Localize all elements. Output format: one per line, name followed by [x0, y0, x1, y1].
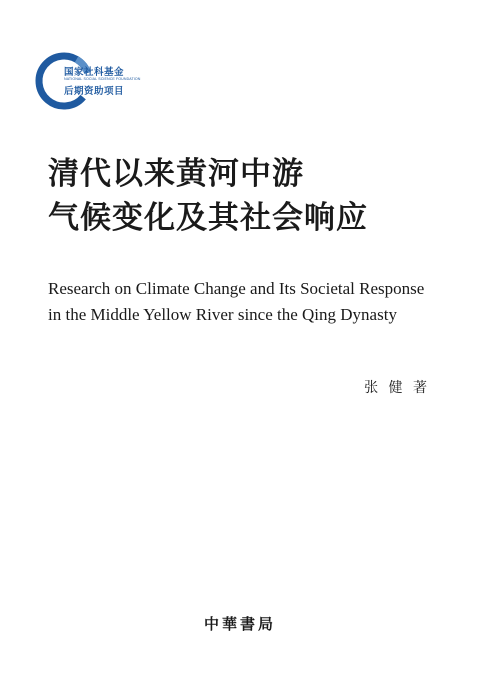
publisher: 中華書局: [203, 615, 276, 633]
chinese-title: [48, 152, 368, 240]
chinese-title-line2: 气候变化及其社会响应: [48, 200, 368, 236]
chinese-title-line1: 清代以来黄河中游: [48, 156, 304, 192]
english-title-line2: in the Middle Yellow River since the Qing Dynasty: [48, 305, 397, 324]
author: 张 健 著: [364, 380, 430, 396]
logo-text-line1: 国家社科基金: [64, 67, 125, 78]
foundation-logo: [34, 50, 154, 112]
logo-ring-icon: [34, 50, 94, 112]
logo-text-english: NATIONAL SOCIAL SCIENCE FOUNDATION: [64, 77, 141, 81]
english-title: [48, 276, 424, 328]
english-title-line1: Research on Climate Change and Its Societal Response: [48, 279, 425, 298]
logo-text-line2: 后期资助项目: [64, 86, 125, 97]
